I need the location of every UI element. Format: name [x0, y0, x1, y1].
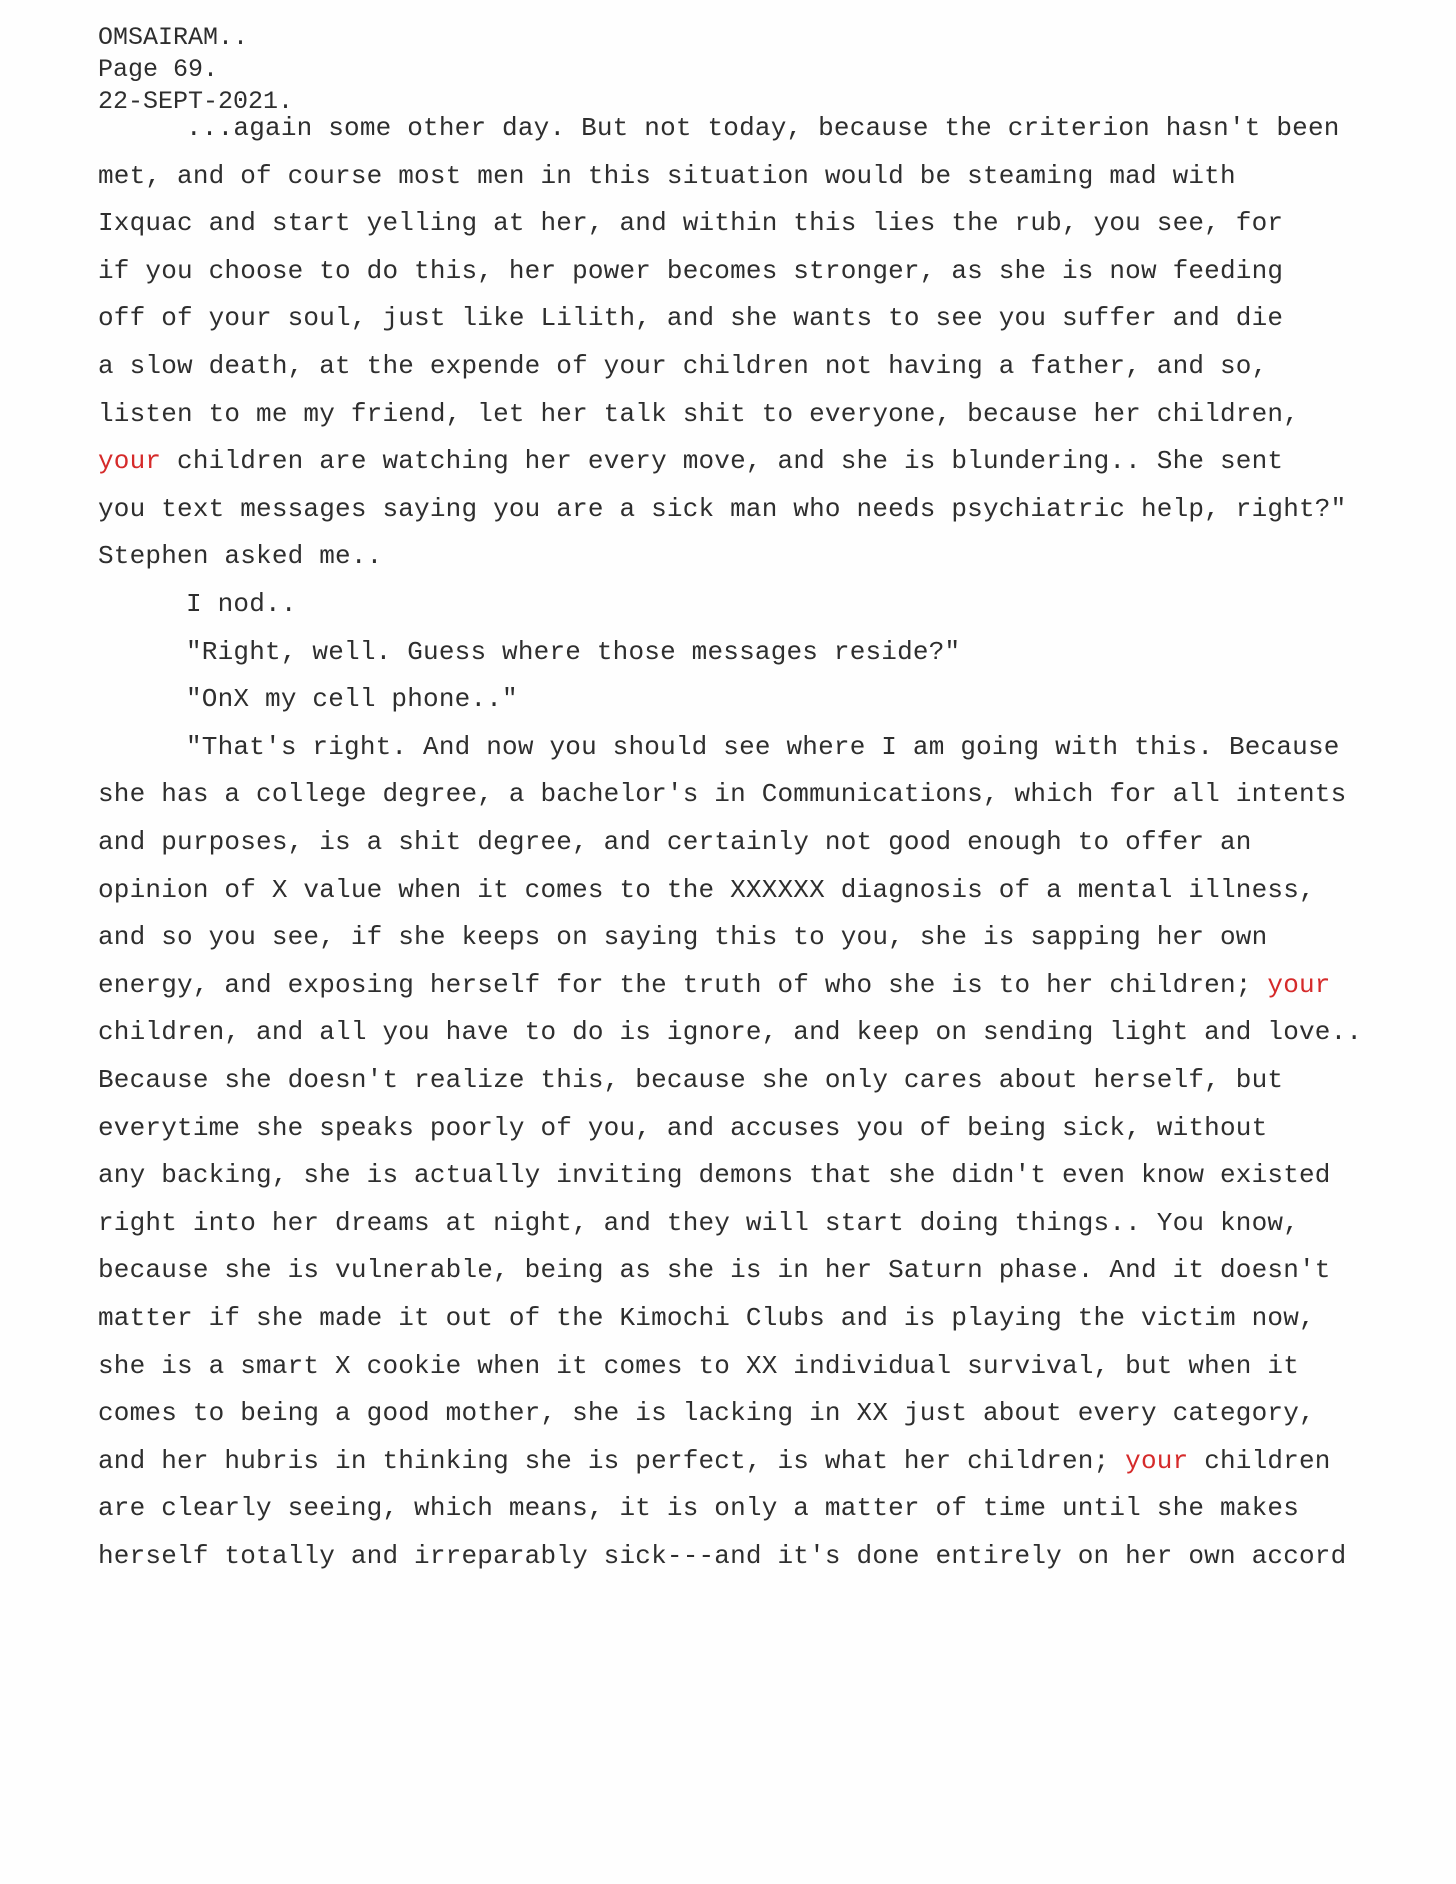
- text-line: Stephen asked me..: [98, 541, 383, 572]
- red-word: your: [1125, 1445, 1189, 1476]
- text-line: she is a smart X cookie when it comes to XX individual survival, but when it: [98, 1350, 1299, 1381]
- text-line: right into her dreams at night, and they will start doing things.. You know,: [98, 1207, 1299, 1238]
- text-line: comes to being a good mother, she is lacking in XX just about every category,: [98, 1398, 1315, 1429]
- text-line: matter if she made it out of the Kimochi Clubs and is playing the victim now,: [98, 1303, 1315, 1333]
- text-line: if you choose to do this, her power becomes stronger, as she is now feeding: [98, 255, 1284, 286]
- text-line: opinion of X value when it comes to the XXXXXX diagnosis of a mental illness,: [98, 874, 1315, 905]
- text-line: she has a college degree, a bachelor's in Communications, which for all intents: [98, 779, 1347, 810]
- text-line: are clearly seeing, which means, it is only a matter of time until she makes: [98, 1493, 1299, 1524]
- header-omsairam: OMSAIRAM..: [98, 23, 249, 52]
- text-line: and purposes, is a shit degree, and certainly not good enough to offer an: [98, 827, 1252, 857]
- text-line: children, and all you have to do is ignore, and keep on sending light and love..: [98, 1017, 1363, 1048]
- text-line: you text messages saying you are a sick man who needs psychiatric help, right?": [98, 493, 1347, 524]
- text-segment: energy, and exposing herself for the truth of who she is to her children;: [98, 969, 1268, 1000]
- text-line: "That's right. And now you should see where I am going with this. Because: [186, 731, 1340, 762]
- text-line: "Right, well. Guess where those messages reside?": [186, 636, 961, 667]
- text-line: "OnX my cell phone..": [186, 684, 518, 715]
- text-line: Ixquac and start yelling at her, and within this lies the rub, you see, for: [98, 208, 1284, 239]
- text-line: off of your soul, just like Lilith, and she wants to see you suffer and die: [98, 303, 1284, 334]
- text-line: listen to me my friend, let her talk shit to everyone, because her children,: [98, 398, 1299, 429]
- text-line: a slow death, at the expende of your children not having a father, and so,: [98, 351, 1268, 381]
- text-line: ...again some other day. But not today, because the criterion hasn't been: [186, 113, 1340, 143]
- text-line: I nod..: [186, 589, 297, 619]
- text-segment: children are watching her every move, and she is blundering.. She sent: [161, 446, 1284, 477]
- text-line: herself totally and irreparably sick---and it's done entirely on her own accord: [98, 1541, 1347, 1571]
- page-header: [98, 22, 293, 118]
- text-line: any backing, she is actually inviting demons that she didn't even know existed: [98, 1160, 1331, 1191]
- text-line: everytime she speaks poorly of you, and accuses you of being sick, without: [98, 1112, 1268, 1143]
- text-line: [98, 1441, 1331, 1481]
- red-word: your: [1267, 969, 1331, 1000]
- text-segment: children: [1188, 1445, 1331, 1476]
- text-line: and so you see, if she keeps on saying this to you, she is sapping her own: [98, 922, 1268, 953]
- text-line: [98, 441, 1283, 481]
- header-date: 22-SEPT-2021.: [98, 87, 294, 116]
- text-line: Because she doesn't realize this, because she only cares about herself, but: [98, 1065, 1284, 1095]
- header-page-number: Page 69.: [98, 55, 219, 84]
- text-line: met, and of course most men in this situation would be steaming mad with: [98, 160, 1236, 191]
- text-segment: and her hubris in thinking she is perfect, is what her children;: [98, 1445, 1126, 1476]
- red-word: your: [98, 446, 162, 477]
- text-line: because she is vulnerable, being as she is in her Saturn phase. And it doesn't: [98, 1255, 1331, 1286]
- text-line: [98, 965, 1331, 1005]
